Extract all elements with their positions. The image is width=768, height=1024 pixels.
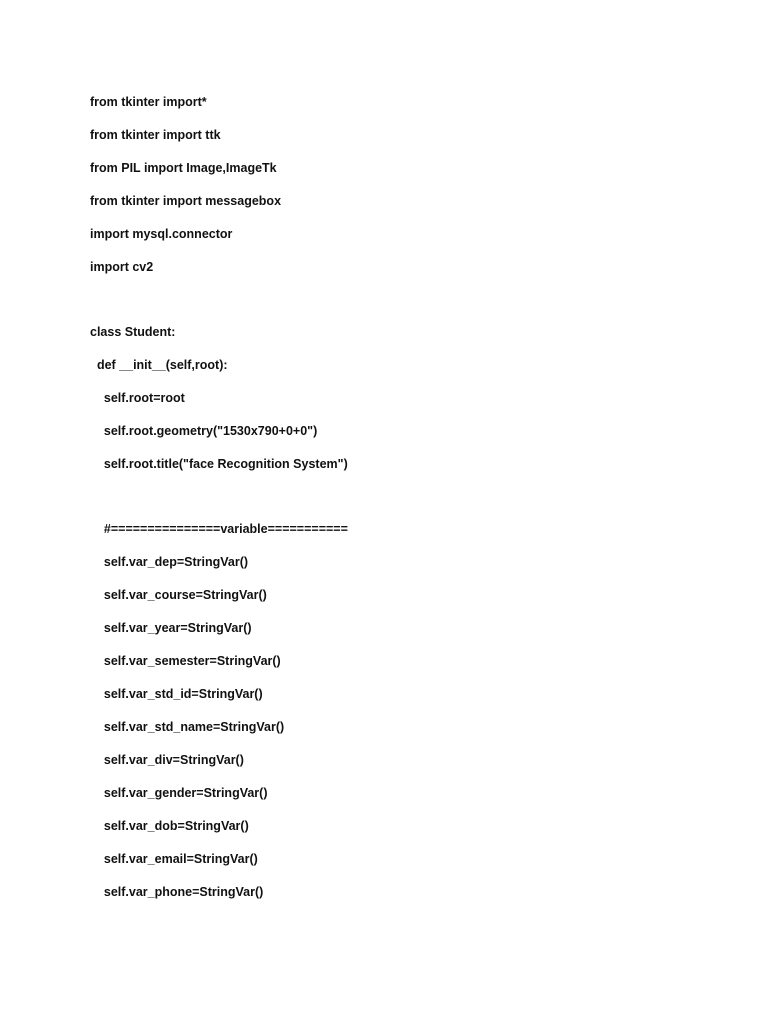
blank-line bbox=[90, 288, 730, 320]
code-line: self.var_std_id=StringVar() bbox=[90, 687, 263, 701]
code-line: self.root.title("face Recognition System") bbox=[90, 457, 348, 471]
code-line: from tkinter import messagebox bbox=[90, 194, 282, 208]
code-line: self.var_course=StringVar() bbox=[90, 588, 267, 602]
code-line: self.var_dep=StringVar() bbox=[90, 555, 249, 569]
code-line: class Student: bbox=[90, 325, 176, 339]
code-line: import mysql.connector bbox=[90, 227, 233, 241]
code-line: self.var_std_name=StringVar() bbox=[90, 720, 285, 734]
code-line: import cv2 bbox=[90, 260, 154, 274]
code-line: self.root=root bbox=[90, 391, 185, 405]
code-line: self.root.geometry("1530x790+0+0") bbox=[90, 424, 318, 438]
code-line: self.var_phone=StringVar() bbox=[90, 885, 264, 899]
code-line: self.var_gender=StringVar() bbox=[90, 786, 268, 800]
code-line: def __init__(self,root): bbox=[90, 358, 228, 372]
code-line: from PIL import Image,ImageTk bbox=[90, 161, 277, 175]
blank-line bbox=[90, 485, 730, 517]
code-line: from tkinter import* bbox=[90, 95, 207, 109]
code-line: from tkinter import ttk bbox=[90, 128, 221, 142]
code-block bbox=[90, 90, 730, 913]
code-line: #===============variable=========== bbox=[90, 522, 348, 536]
code-line: self.var_dob=StringVar() bbox=[90, 819, 249, 833]
code-line: self.var_div=StringVar() bbox=[90, 753, 244, 767]
code-line: self.var_email=StringVar() bbox=[90, 852, 258, 866]
code-line: self.var_year=StringVar() bbox=[90, 621, 252, 635]
code-line: self.var_semester=StringVar() bbox=[90, 654, 281, 668]
